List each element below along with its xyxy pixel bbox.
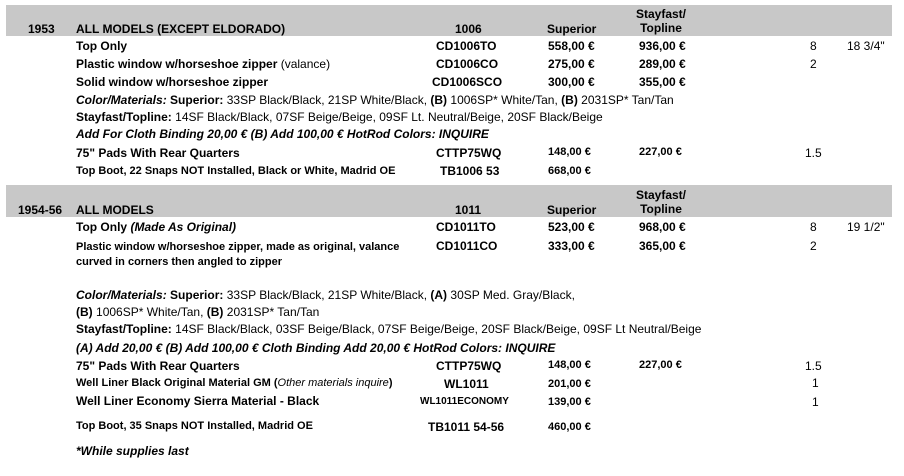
row-well-liner-original: Well Liner Black Original Material GM (Other materials inquire) — [76, 377, 393, 389]
superior-colors-1: 33SP Black/Black, 21SP White/Black, — [226, 288, 428, 302]
section-1954-pads-superior: 148,00 € — [548, 359, 591, 371]
row-1954-plastic-desc — [76, 240, 399, 270]
row-top-only-superior: 558,00 € — [548, 39, 595, 53]
section-1954-color-materials — [76, 287, 575, 321]
well-liner-original-qty: 1 — [812, 376, 819, 390]
superior-label: Superior: — [170, 93, 224, 107]
section-1953-stayfast-colors — [76, 110, 603, 124]
row-1954-plastic-desc-line-2: curved in corners then angled to zipper — [76, 256, 282, 268]
row-plastic-note: (valance) — [280, 57, 331, 71]
section-1953-add-line: Add For Cloth Binding 20,00 € (B) Add 100,00 € HotRod Colors: INQUIRE — [76, 127, 489, 141]
section-1954-boot-superior: 460,00 € — [548, 421, 591, 433]
superior-colors-3: 2031SP* Tan/Tan — [581, 93, 674, 107]
row-plastic-part: CD1006CO — [436, 57, 499, 71]
section-1953-pads-qty: 1.5 — [805, 146, 822, 160]
section-1954-pads-part: CTTP75WQ — [436, 359, 502, 373]
footnote: *While supplies last — [76, 444, 189, 458]
row-1954-plastic-stayfast: 365,00 € — [639, 239, 686, 253]
superior-b-marker-2: (B) — [561, 93, 578, 107]
row-plastic-superior: 275,00 € — [548, 57, 595, 71]
well-liner-original-part: WL1011 — [444, 377, 489, 391]
superior-colors-4: 2031SP* Tan/Tan — [226, 305, 320, 319]
superior-b-marker-2: (B) — [206, 305, 224, 319]
stayfast-colors: 14SF Black/Black, 07SF Beige/Beige, 09SF Lt. Neutral/Beige, 20SF Black/Beige — [175, 110, 603, 124]
row-top-only-stayfast: 936,00 € — [639, 39, 686, 53]
row-1954-top-only-qty: 8 — [810, 220, 817, 234]
row-solid-superior: 300,00 € — [548, 75, 595, 89]
superior-colors-1: 33SP Black/Black, 21SP White/Black, — [226, 93, 428, 107]
row-top-only-part: CD1006TO — [436, 39, 497, 53]
row-1954-plastic-qty: 2 — [810, 239, 817, 253]
superior-a-marker: (A) — [430, 288, 448, 302]
section-1953-pads-stayfast: 227,00 € — [639, 146, 682, 158]
section-1953-pads-superior: 148,00 € — [548, 146, 591, 158]
superior-colors-3: 1006SP* White/Tan, — [96, 305, 204, 319]
color-materials-label: Color/Materials: — [76, 288, 167, 302]
section-1953-pads-part: CTTP75WQ — [436, 146, 502, 160]
section-1954-pads-stayfast: 227,00 € — [639, 359, 682, 371]
well-liner-original-desc: Well Liner Black Original Material GM — [76, 377, 271, 389]
row-1954-top-only-extra: 19 1/2" — [847, 220, 885, 234]
color-materials-label: Color/Materials: — [76, 93, 167, 107]
stayfast-header-line-2: Topline — [640, 21, 682, 35]
section-1953-superior-header: Superior — [547, 22, 597, 36]
section-1954-stayfast-colors — [76, 322, 701, 336]
row-top-only-extra: 18 3/4" — [847, 39, 885, 53]
section-1953-boot-desc: Top Boot, 22 Snaps NOT Installed, Black or White, Madrid OE — [76, 165, 396, 177]
section-1954-superior-header: Superior — [547, 203, 597, 217]
section-1953-title: ALL MODELS (EXCEPT ELDORADO) — [76, 22, 286, 36]
section-1954-add-line: (A) Add 20,00 € (B) Add 100,00 € Cloth Binding Add 20,00 € HotRod Colors: INQUIRE — [76, 341, 556, 355]
row-1954-plastic-superior: 333,00 € — [548, 239, 595, 253]
section-1954-title: ALL MODELS — [76, 203, 154, 217]
section-1954-pads-qty: 1.5 — [805, 359, 822, 373]
stayfast-header-line-1: Stayfast/ — [635, 188, 687, 202]
section-1953-color-materials — [76, 93, 674, 107]
section-1953-stayfast-header — [630, 7, 692, 35]
stayfast-header-line-1: Stayfast/ — [635, 7, 687, 21]
row-1954-plastic-part: CD1011CO — [436, 239, 498, 253]
section-1954-pads-desc: 75" Pads With Rear Quarters — [76, 359, 240, 373]
section-1953-pads-desc: 75" Pads With Rear Quarters — [76, 146, 240, 160]
row-plastic-desc: Plastic window w/horseshoe zipper — [76, 57, 278, 71]
section-1953-boot-superior: 668,00 € — [548, 165, 591, 177]
row-solid-stayfast: 355,00 € — [639, 75, 686, 89]
stayfast-colors: 14SF Black/Black, 03SF Beige/Black, 07SF Beige/Beige, 20SF Black/Beige, 09SF Lt Neutral/Beige — [175, 322, 702, 336]
row-1954-top-only-note: (Made As Original) — [130, 220, 237, 234]
section-1954-year: 1954-56 — [18, 203, 63, 217]
well-liner-economy-desc: Well Liner Economy Sierra Material - Black — [76, 394, 320, 408]
well-liner-economy-part: WL1011ECONOMY — [420, 396, 509, 407]
section-1953-part-header: 1006 — [455, 22, 482, 36]
section-1953-year: 1953 — [28, 22, 55, 36]
superior-b-marker-1: (B) — [430, 93, 448, 107]
row-1954-top-only-desc: Top Only — [76, 220, 128, 234]
stayfast-header-line-2: Topline — [640, 202, 682, 216]
section-1953-boot-part: TB1006 53 — [440, 164, 500, 178]
section-1954-part-header: 1011 — [455, 203, 482, 217]
row-1954-plastic-desc-line-1: Plastic window w/horseshoe zipper, made as original, valance — [76, 241, 400, 253]
stayfast-label: Stayfast/Topline: — [76, 322, 172, 336]
row-solid-part: CD1006SCO — [432, 75, 503, 89]
row-plastic-stayfast: 289,00 € — [639, 57, 686, 71]
superior-b-marker-1: (B) — [76, 305, 93, 319]
well-liner-economy-superior: 139,00 € — [548, 396, 591, 408]
row-1954-top-only-stayfast: 968,00 € — [639, 220, 686, 234]
row-top-only-qty: 8 — [810, 39, 817, 53]
row-1954-top-only — [76, 220, 236, 234]
well-liner-original-note: Other materials inquire — [277, 377, 389, 389]
section-1954-stayfast-header — [630, 188, 692, 216]
superior-label: Superior: — [170, 288, 224, 302]
superior-colors-2: 1006SP* White/Tan, — [450, 93, 558, 107]
row-solid-desc: Solid window w/horseshoe zipper — [76, 75, 269, 89]
row-plastic-qty: 2 — [810, 57, 817, 71]
stayfast-label: Stayfast/Topline: — [76, 110, 172, 124]
row-1954-top-only-part: CD1011TO — [436, 220, 496, 234]
well-liner-economy-qty: 1 — [812, 395, 819, 409]
superior-colors-2: 30SP Med. Gray/Black, — [450, 288, 575, 302]
row-plastic-window — [76, 57, 330, 71]
section-1954-boot-desc: Top Boot, 35 Snaps NOT Installed, Madrid OE — [76, 420, 313, 432]
well-liner-original-superior: 201,00 € — [548, 378, 591, 390]
section-1954-boot-part: TB1011 54-56 — [428, 420, 505, 434]
row-top-only-desc: Top Only — [76, 39, 128, 53]
row-1954-top-only-superior: 523,00 € — [548, 220, 595, 234]
